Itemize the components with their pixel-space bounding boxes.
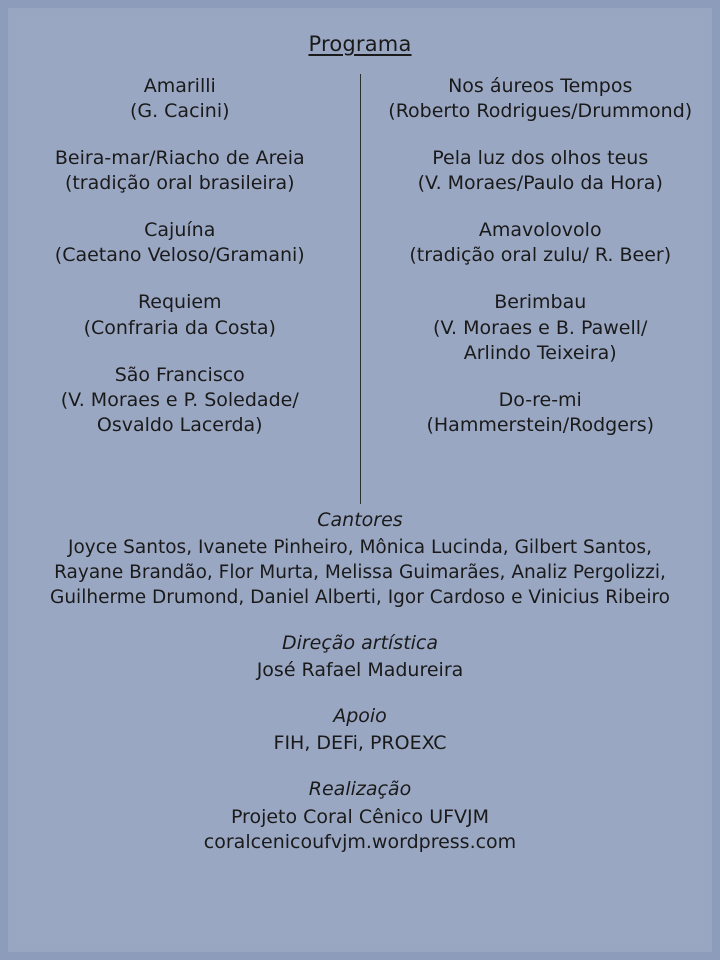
piece-author-line: (Caetano Veloso/Gramani) — [54, 244, 305, 267]
credits-line: Rayane Brandão, Flor Murta, Melissa Guimarães, Analiz Pergolizzi, — [54, 561, 666, 583]
piece-title: Berimbau — [494, 291, 587, 314]
credits-heading: Realização — [308, 778, 412, 801]
program-content — [16, 16, 704, 944]
piece-author — [84, 316, 276, 341]
piece-author-line: Osvaldo Lacerda) — [96, 413, 263, 436]
piece-title: Beira-mar/Riacho de Areia — [54, 147, 305, 170]
program-item — [409, 218, 671, 268]
page-title: Programa — [308, 32, 412, 56]
credits-line: Joyce Santos, Ivanete Pinheiro, Mônica Lucinda, Gilbert Santos, — [68, 536, 652, 558]
program-item — [84, 290, 276, 340]
program-item — [418, 146, 663, 196]
credits-heading: Apoio — [333, 704, 387, 727]
credits-section — [16, 508, 704, 876]
credits-line: José Rafael Madureira — [256, 659, 464, 682]
piece-author-line: (V. Moraes/Paulo da Hora) — [417, 172, 663, 195]
credits-block-direcao — [257, 631, 464, 684]
piece-author-line: (tradição oral zulu/ R. Beer) — [409, 244, 672, 267]
credits-heading: Cantores — [317, 509, 403, 531]
piece-author-line: (Confraria da Costa) — [83, 316, 276, 339]
piece-title: Requiem — [137, 291, 222, 314]
credits-block-realizacao — [204, 777, 516, 856]
program-item — [130, 74, 230, 124]
piece-author — [426, 413, 654, 438]
piece-title: Pela luz dos olhos teus — [432, 147, 649, 170]
credits-heading: Direção artística — [281, 631, 439, 654]
program-column-left — [16, 74, 358, 460]
credits-line: Projeto Coral Cênico UFVJM — [230, 805, 490, 828]
piece-author-line: Arlindo Teixeira) — [463, 341, 617, 364]
program-item — [55, 218, 305, 268]
piece-author-line: (V. Moraes e B. Pawell/ — [433, 316, 648, 339]
piece-title: Amavolovolo — [478, 219, 602, 242]
piece-author — [433, 316, 647, 366]
piece-title: Do-re-mi — [498, 388, 582, 411]
piece-author-line: (G. Cacini) — [129, 100, 230, 123]
piece-author-line: (tradição oral brasileira) — [64, 172, 295, 195]
piece-author — [130, 99, 230, 124]
program-column-right — [363, 74, 705, 460]
program-item — [61, 363, 299, 438]
piece-author-line: (Roberto Rodrigues/Drummond) — [388, 100, 693, 123]
piece-author — [418, 171, 663, 196]
piece-title: Nos áureos Tempos — [448, 75, 633, 97]
credits-block-apoio — [274, 704, 447, 757]
piece-author — [55, 243, 305, 268]
piece-title: São Francisco — [114, 363, 245, 386]
program-item — [55, 146, 305, 196]
piece-author-line: (V. Moraes e P. Soledade/ — [60, 388, 299, 411]
piece-author — [388, 99, 692, 124]
credits-line: FIH, DEFi, PROEXC — [273, 732, 447, 755]
credits-line: Guilherme Drumond, Daniel Alberti, Igor Cardoso e Vinicius Ribeiro — [50, 586, 670, 608]
program-item — [388, 74, 692, 124]
program-columns — [16, 74, 704, 504]
piece-title: Amarilli — [143, 75, 216, 97]
program-item — [426, 388, 654, 438]
piece-author-line: (Hammerstein/Rodgers) — [426, 413, 655, 436]
credits-block-cantores — [50, 508, 670, 611]
piece-title: Cajuína — [144, 219, 216, 242]
program-item — [433, 290, 647, 365]
column-divider — [360, 74, 361, 504]
piece-author — [409, 243, 671, 268]
piece-author — [55, 171, 305, 196]
piece-author — [61, 388, 299, 438]
credits-website: coralcenicoufvjm.wordpress.com — [203, 831, 517, 854]
